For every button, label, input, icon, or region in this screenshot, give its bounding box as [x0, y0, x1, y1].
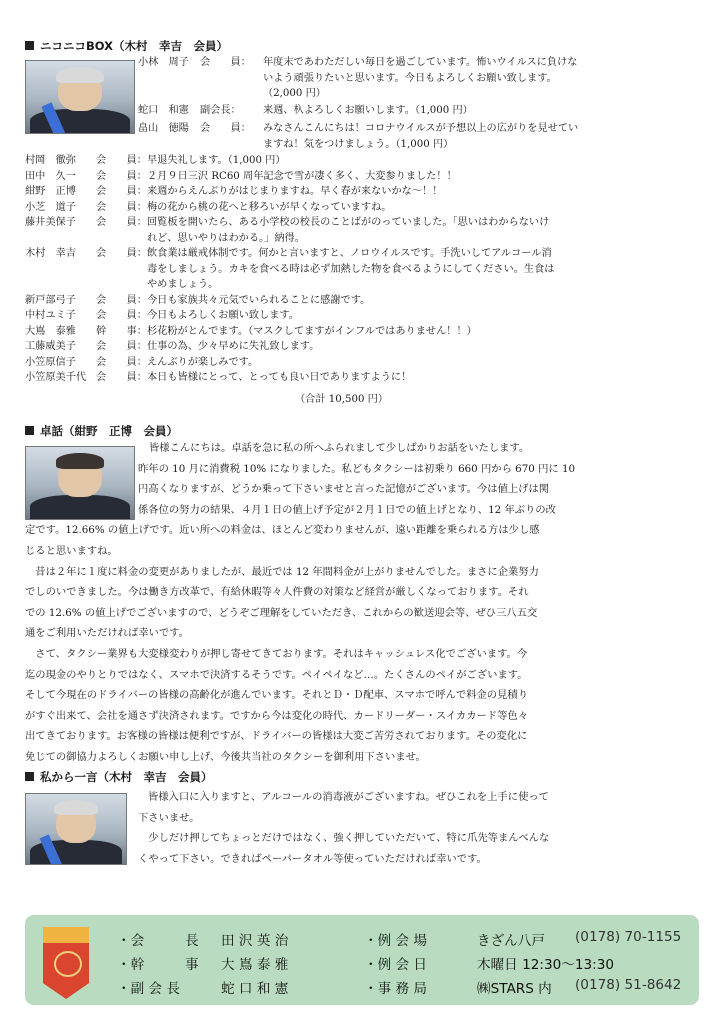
entry-role: 会 員： [200, 57, 251, 68]
entry-role: 会 員： [96, 248, 147, 259]
footer-label: ・例 会 場 [364, 933, 428, 949]
speech-line: 円高くなりますが、どうか乗って下さいませと言った記憶がございます。今は値上げは関 [138, 483, 550, 496]
entry-comment: 来週、杁よろしくお願いします。（1,000 円） [263, 104, 473, 116]
box-section-title [25, 38, 228, 54]
entry-name: 紺野 正博 [25, 186, 76, 197]
square-bullet-icon [25, 772, 34, 781]
footer-label: ・副 会 長 [117, 981, 181, 997]
footer-phone: (0178) 51-8642 [575, 977, 682, 993]
entry-name: 小林 周子 [138, 57, 189, 68]
speech-line: 出てきております。お客様の皆様は便利ですが、ドライバーの皆様は大変ご苦労されております。その変化に [25, 730, 528, 743]
entry-role: 会 員： [96, 217, 147, 228]
entry-name: 中村ユミ子 [25, 310, 76, 321]
speech-line: 昔は２年に１度に料金の変更がありましたが、最近では 12 年間料金が上がりませんでした。まさに企業努力 [25, 565, 539, 578]
entry-name: 新戸部弓子 [25, 294, 76, 306]
entry-comment: 今日もよろしくお願い致します。 [147, 310, 299, 321]
footer-value: 大 嶌 泰 雅 [221, 957, 289, 973]
speech-line: での 12.6% の値上げでございますので、どうぞご理解をしていただき、これからの歓送迎会等、ぜひ三八五交 [25, 606, 538, 619]
word-body [138, 787, 549, 869]
footer-value: 木曜日 12:30～13:30 [477, 957, 615, 973]
entry-role: 副会長： [200, 104, 241, 116]
entry-comment: 梅の花から桃の花へと移ろいが早くなっていますね。 [147, 201, 392, 213]
box-total: （合計 10,500 円） [295, 394, 389, 405]
entry-comment: （2,000 円） [263, 88, 326, 99]
entry-name: 工藤威美子 [25, 341, 76, 352]
box-title-text: ニコニコBOX（木村 幸吉 会員） [40, 39, 228, 53]
entry-name: 藤井美保子 [25, 217, 76, 228]
entry-comment: ２月９日三沢 RC60 周年記念で雪が凄く多く、大変参りました！！ [147, 170, 457, 182]
entry-comment: 仕事の為、少々早めに失礼致します。 [147, 341, 320, 352]
speech-line: じると思いますね。 [25, 544, 118, 557]
word-line: 少しだけ押してちょっとだけではなく、強く押していただいて、特に爪先等まんべんな [138, 832, 550, 845]
entry-role: 会 員： [96, 356, 147, 368]
entry-role: 会 員： [200, 123, 251, 134]
word-line: くやって下さい。できればペーパータオル等使っていただければ幸いです。 [138, 852, 487, 865]
entry-role: 会 員： [96, 310, 147, 321]
entry-comment: 飲食業は厳戒体制です。何かと言いますと、ノロウイルスです。手洗いしてアルコール消 [147, 248, 552, 259]
speech-line: そして今現在のドライバーの皆様の高齢化が進んでいます。それとＤ・Ｄ配車、スマホで呼んで料金の見積り [25, 689, 528, 702]
speech-line: 迄の現金のやりとりではなく、スマホで決済するそうです。ペイペイなど…。たくさんのペイがございます。 [25, 668, 528, 681]
kimura-photo [25, 60, 135, 134]
speech-line: 免じての御協力よろしくお願い申し上げ、今後共当社のタクシーを御利用下さいませ。 [25, 750, 426, 763]
speech-section-title [25, 423, 178, 439]
entry-comment: 早退失礼します。（1,000 円） [147, 155, 286, 166]
footer-label: ・例 会 日 [364, 957, 428, 973]
entry-role: 会 員： [96, 186, 147, 197]
entry-name: 田中 久一 [25, 170, 76, 182]
word-section-title [25, 769, 213, 785]
entry-name: 小芝 道子 [25, 201, 76, 213]
entry-name: 小笠原美千代 [25, 372, 87, 383]
footer-value: 蛇 口 和 憲 [221, 981, 289, 997]
square-bullet-icon [25, 41, 34, 50]
entry-name: 蛇口 和憲 [138, 104, 189, 116]
entry-comment: やめましょう。 [147, 279, 219, 290]
speech-line: 昨年の 10 月に消費税 10% になりました。私どもタクシーは初乗り 660 円から 670 円に 10 [138, 462, 576, 475]
footer-label: ・幹 事 [117, 957, 199, 973]
entry-comment: れど、思いやりはわかる。」納得。 [147, 232, 305, 244]
entry-name: 木村 幸吉 [25, 248, 76, 259]
speech-line: さて、タクシー業界も大変様変わりが押し寄せてきております。それはキャッシュレス化でございます。今 [25, 647, 528, 660]
entry-comment: 年度末であわただしい毎日を過ごしています。怖いウイルスに負けな [263, 57, 578, 68]
entry-name: 大嶌 泰雅 [25, 325, 76, 337]
entry-role: 会 員： [96, 372, 147, 383]
footer-value: 田 沢 英 治 [221, 933, 289, 949]
speech-title-text: 卓話（紺野 正博 会員） [40, 424, 178, 438]
speech-body [25, 438, 575, 768]
entry-comment: みなさんこんにちは！コロナウイルスが予想以上の広がりを見せてい [263, 123, 579, 134]
entry-comment: 毒をしましょう。カキを食べる時は必ず加熱した物を食べるようにしてください。生食は [147, 263, 555, 275]
kimura-photo-2 [25, 793, 127, 865]
footer-label: ・事 務 局 [364, 981, 428, 997]
word-line: 下さいませ。 [138, 811, 200, 824]
footer-value: ㈱STARS 内 [477, 981, 552, 997]
rotary-pennant-icon [43, 927, 89, 999]
entry-comment: 本日も皆様にとって、とっても良い日でありますように！ [147, 372, 412, 383]
speech-line: 通をご利用いただければ幸いです。 [25, 627, 189, 640]
entry-comment: 今日も家族共々元気でいられることに感謝です。 [147, 294, 371, 306]
club-info-footer [25, 915, 699, 1005]
speech-line: 係各位の努力の結果、４月１日の値上げ予定が２月１日での値上げとなり、12 年ぶりの改 [138, 503, 556, 516]
entry-comment: いよう頑張りたいと思います。今日もよろしくお願い致します。 [263, 72, 557, 84]
speech-line: でしのいできました。今は働き方改革で、有給休暇等々人件費の対策など経営が厳しくなっております。それ [25, 586, 529, 599]
entry-comment: ますね！気をつけましょう。（1,000 円） [263, 138, 454, 150]
entry-role: 会 員： [96, 294, 147, 306]
entry-name: 村岡 徹弥 [25, 155, 76, 166]
entry-role: 幹 事： [96, 325, 147, 337]
footer-label: ・会 長 [117, 933, 199, 949]
entry-name: 畠山 徳陽 [138, 123, 189, 134]
entry-comment: 杉花粉がとんでます。（マスクしてますがインフルではありません！！） [147, 325, 477, 337]
footer-phone: (0178) 70-1155 [575, 929, 682, 945]
word-title-text: 私から一言（木村 幸吉 会員） [40, 770, 213, 784]
entry-name: 小笠原信子 [25, 356, 76, 368]
word-line: 皆様入口に入りますと、アルコールの消毒液がございますね。ぜひこれを上手に使って [148, 791, 549, 803]
entry-role: 会 員： [96, 341, 147, 352]
speech-line: がすぐ出来て、会社を通さず決済されます。ですから今は変化の時代、カードリーダー・スイカカード等色々 [25, 709, 528, 722]
footer-value: きざん八戸 [477, 933, 545, 949]
speech-line: 定です。12.66% の値上げです。近い所への料金は、ほとんど変わりませんが、遠い距離を乗られる方は少し感 [25, 524, 540, 537]
entry-role: 会 員： [96, 201, 147, 213]
entry-comment: 回覧板を開いたら、ある小学校の校長のことばがのっていました。「思いはわからないけ [147, 217, 550, 228]
square-bullet-icon [25, 426, 34, 435]
entry-role: 会 員： [96, 170, 147, 182]
entry-role: 会 員： [96, 155, 147, 166]
speech-line: 皆様こんにちは。卓話を急に私の所へふられまして少しばかりお話をいたします。 [149, 442, 530, 454]
entry-comment: 来週からえんぶりがはじまりますね。早く春が来ないかな～！！ [147, 186, 443, 197]
entry-comment: えんぶりが楽しみです。 [147, 356, 259, 368]
